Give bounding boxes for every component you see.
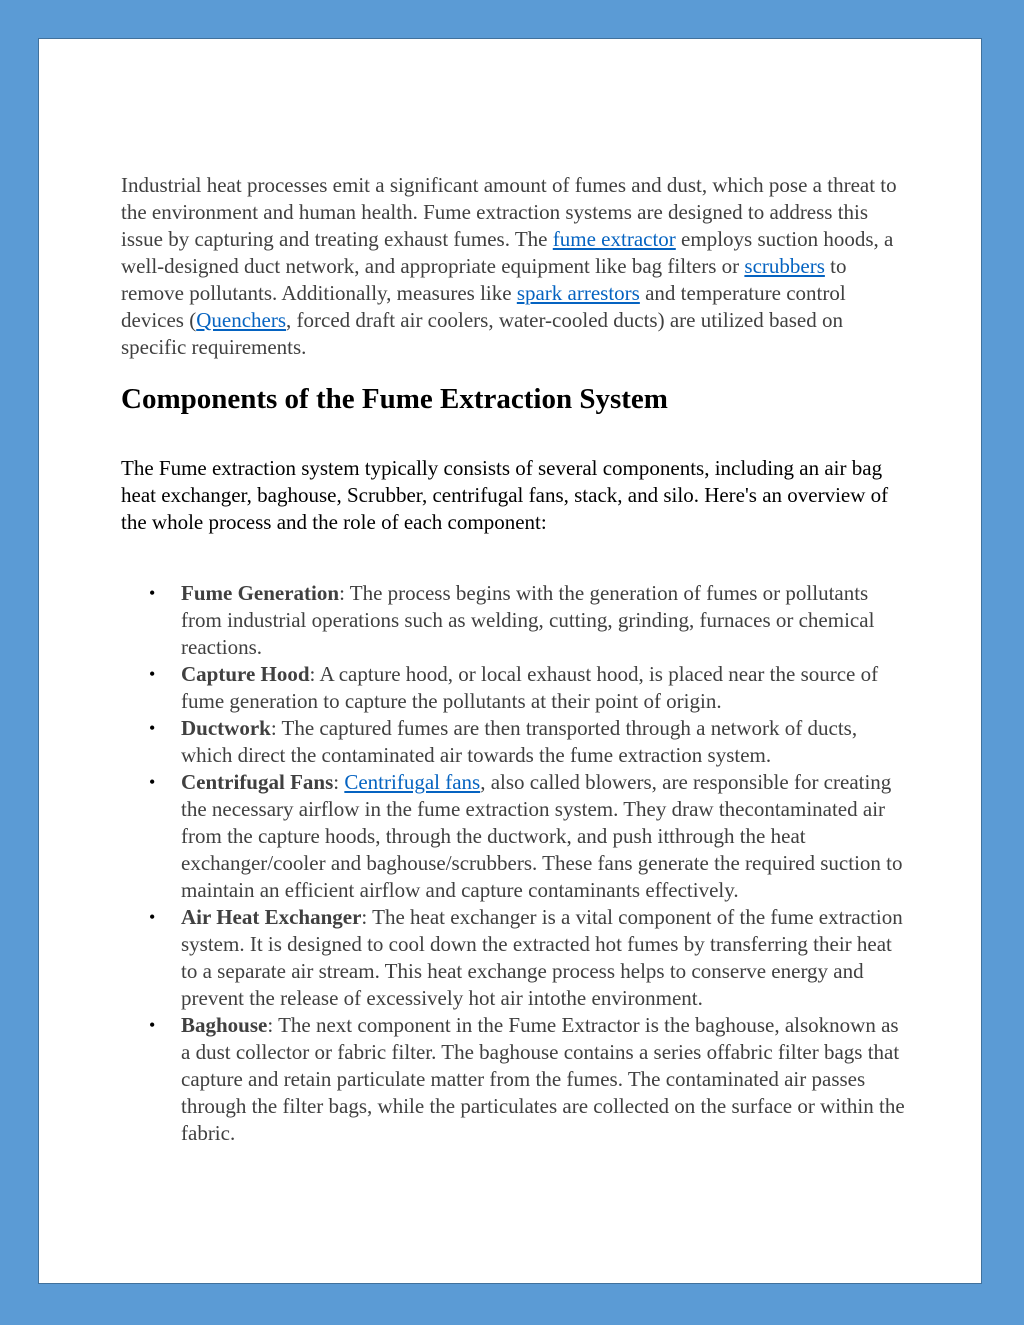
intro-text-2: employs suction hoods, a well-designed duct network, and appropriate equipment like bag filters or bbox=[121, 227, 894, 278]
list-item-capture-hood bbox=[149, 661, 911, 715]
document-content bbox=[121, 172, 911, 1147]
list-item-title: Baghouse bbox=[181, 1013, 268, 1037]
list-item-text: , also called blowers, are responsible for creating the necessary airflow in the fume extraction system. They draw thecontaminated air from the capture hoods, through the ductwork, and push itthrough the heat exchanger/cooler and baghouse/scrubbers. These fans generate the required suction to maintain an efficient airflow and capture contaminants effectively. bbox=[181, 770, 903, 902]
bullet-icon: • bbox=[149, 907, 156, 927]
list-item-text: : The captured fumes are then transported through a network of ducts, which direct the contaminated air towards the fume extraction system. bbox=[181, 716, 858, 767]
bullet-icon: • bbox=[149, 1015, 156, 1035]
list-item-title: Fume Generation bbox=[181, 581, 340, 605]
section-heading: Components of the Fume Extraction System bbox=[121, 383, 668, 415]
list-item-centrifugal-fans bbox=[149, 769, 911, 904]
list-item-title: Air Heat Exchanger bbox=[181, 905, 362, 929]
list-item-prefix: : bbox=[333, 770, 345, 794]
components-list bbox=[121, 580, 911, 1147]
list-item-title: Centrifugal Fans bbox=[181, 770, 334, 794]
intro-paragraph bbox=[121, 172, 911, 361]
bullet-icon: • bbox=[149, 664, 156, 684]
bullet-icon: • bbox=[149, 772, 156, 792]
list-item-title: Capture Hood bbox=[181, 662, 310, 686]
centrifugal-fans-link[interactable]: Centrifugal fans bbox=[344, 770, 481, 794]
list-item-air-heat-exchanger bbox=[149, 904, 911, 1012]
list-item-text: : The process begins with the generation of fumes or pollutants from industrial operations such as welding, cutting, grinding, furnaces or chemical reactions. bbox=[181, 581, 875, 659]
list-item-title: Ductwork bbox=[181, 716, 271, 740]
spark-arrestors-link[interactable]: spark arrestors bbox=[516, 281, 640, 305]
bullet-icon: • bbox=[149, 718, 156, 738]
intro-text-3: to remove pollutants. Additionally, measures like bbox=[121, 254, 847, 305]
bullet-icon: • bbox=[149, 583, 156, 603]
scrubbers-link[interactable]: scrubbers bbox=[744, 254, 825, 278]
intro-text-1: Industrial heat processes emit a significant amount of fumes and dust, which pose a threat to the environment and human health. Fume extraction systems are designed to address this issue by capturing and treating exhaust fumes. The bbox=[121, 173, 897, 251]
intro-text-5: , forced draft air coolers, water-cooled ducts) are utilized based on specific requirements. bbox=[121, 308, 844, 359]
list-item-ductwork bbox=[149, 715, 911, 769]
quenchers-link[interactable]: Quenchers bbox=[196, 308, 287, 332]
intro-text-4: and temperature control devices ( bbox=[121, 281, 846, 332]
list-item-baghouse bbox=[149, 1012, 911, 1147]
list-item-fume-generation bbox=[149, 580, 911, 661]
list-item-text: : A capture hood, or local exhaust hood, is placed near the source of fume generation to capture the pollutants at their point of origin. bbox=[181, 662, 879, 713]
list-item-text: : The next component in the Fume Extractor is the baghouse, alsoknown as a dust collector or fabric filter. The baghouse contains a series offabric filter bags that capture and retain particulate matter from the fumes. The contaminated air passes through the filter bags, while the particulates are collected on the surface or within the fabric. bbox=[181, 1013, 905, 1145]
document-page bbox=[38, 38, 982, 1284]
overview-paragraph: The Fume extraction system typically consists of several components, including an air bag heat exchanger, baghouse, Scrubber, centrifugal fans, stack, and silo. Here's an overview of the whole process and the role of each component: bbox=[121, 456, 889, 534]
fume-extractor-link[interactable]: fume extractor bbox=[552, 227, 676, 251]
list-item-text: : The heat exchanger is a vital component of the fume extraction system. It is designed to cool down the extracted hot fumes by transferring their heat to a separate air stream. This heat exchange process helps to conserve energy and prevent the release of excessively hot air intothe environment. bbox=[181, 905, 903, 1010]
